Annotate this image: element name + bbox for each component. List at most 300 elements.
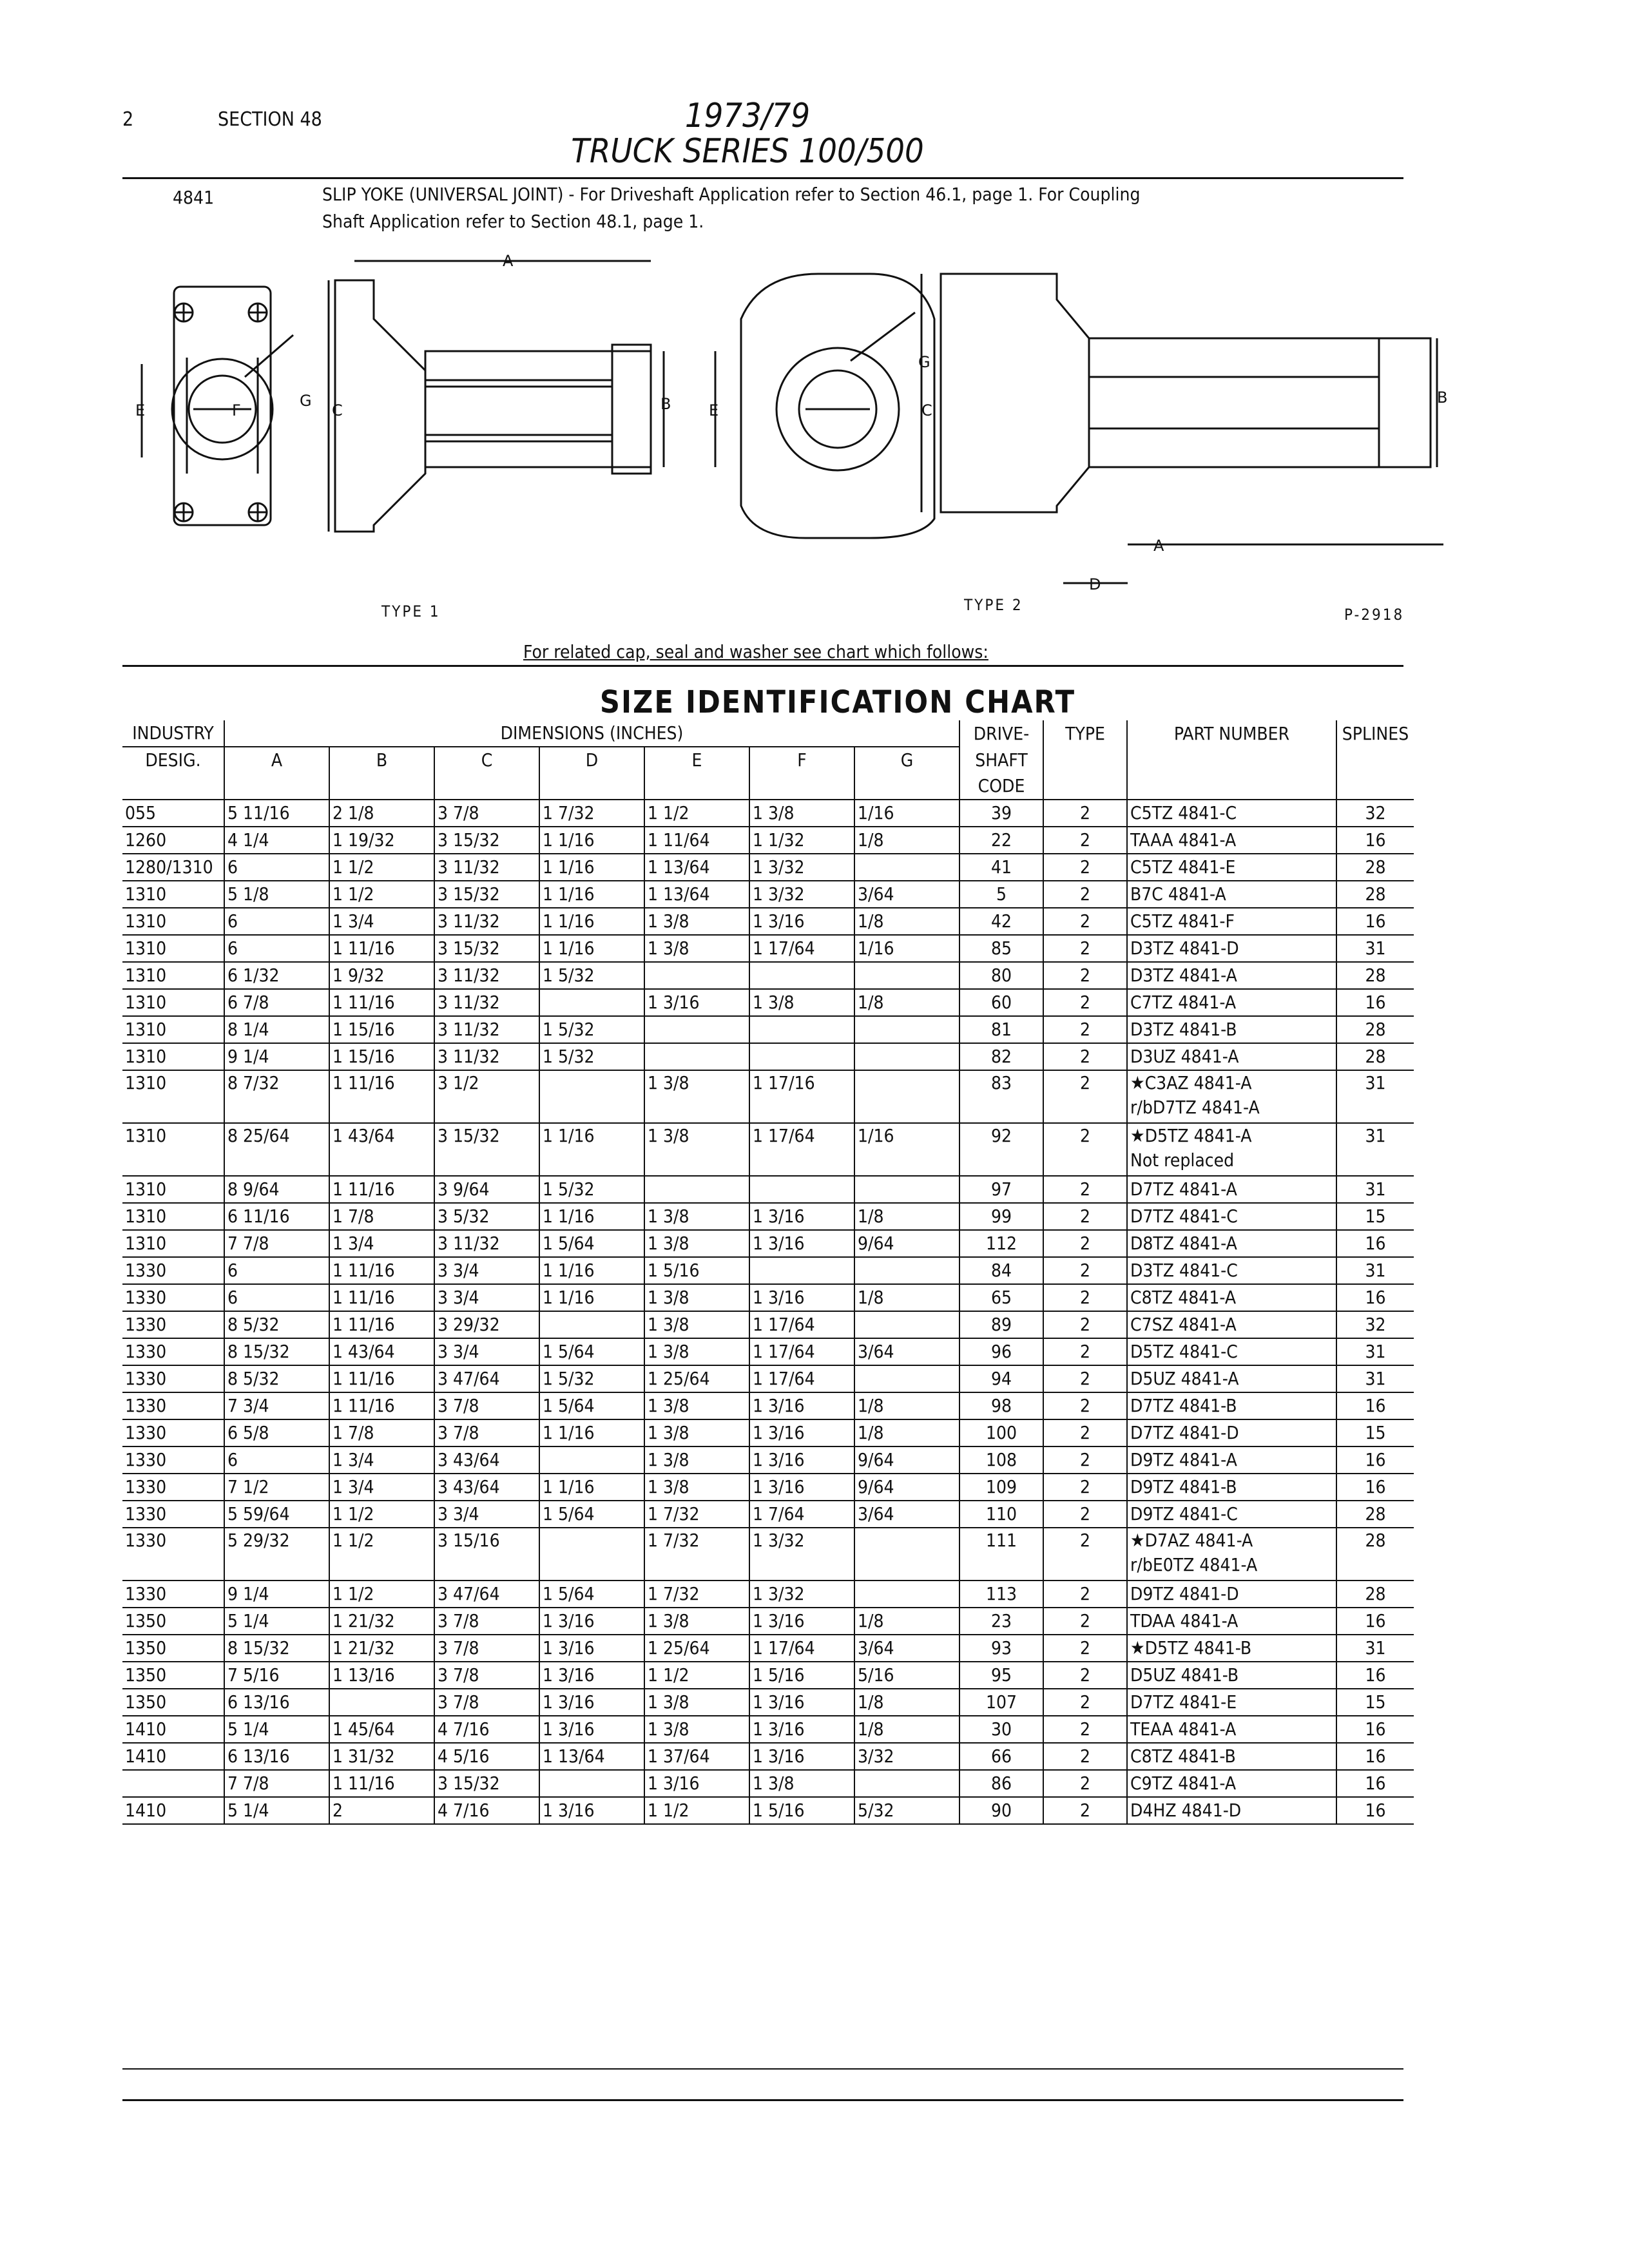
header-part-number: PART NUMBER (1127, 720, 1336, 747)
cell-c: 3 7/8 (434, 1662, 539, 1689)
cell-c: 3 3/4 (434, 1284, 539, 1311)
cell-desig: 1310 (122, 962, 224, 989)
cell-g (854, 1365, 959, 1392)
cell-d: 1 1/16 (539, 908, 644, 935)
cell-g: 1/16 (854, 800, 959, 827)
table-row (122, 827, 1414, 854)
cell-code: 95 (959, 1662, 1043, 1689)
cell-desig: 1310 (122, 908, 224, 935)
cell-type: 2 (1043, 1419, 1127, 1446)
header-a-blank (224, 773, 329, 800)
cell-g (854, 1581, 959, 1608)
cell-f: 1 3/8 (749, 800, 854, 827)
cell-desig: 1330 (122, 1528, 224, 1581)
cell-part (1127, 1501, 1336, 1528)
cell-code: 23 (959, 1608, 1043, 1635)
cell-desig: 1350 (122, 1662, 224, 1689)
table-row (122, 1284, 1414, 1311)
header-driveshaft-1: DRIVE- (959, 720, 1043, 747)
cell-g (854, 1257, 959, 1284)
cell-e: 1 3/8 (644, 1392, 749, 1419)
cell-part (1127, 1716, 1336, 1743)
cell-e: 1 7/32 (644, 1528, 749, 1581)
cell-a: 5 1/4 (224, 1716, 329, 1743)
cell-c: 3 7/8 (434, 1608, 539, 1635)
cell-desig: 1330 (122, 1474, 224, 1501)
cell-a: 7 7/8 (224, 1770, 329, 1797)
cell-d (539, 989, 644, 1016)
cell-splines: 16 (1336, 1474, 1414, 1501)
cell-desig: 1330 (122, 1392, 224, 1419)
cell-code: 109 (959, 1474, 1043, 1501)
header-d-blank (539, 773, 644, 800)
cell-g: 1/8 (854, 1608, 959, 1635)
cell-code: 98 (959, 1392, 1043, 1419)
cell-desig: 1330 (122, 1446, 224, 1474)
cell-b: 1 11/16 (329, 989, 434, 1016)
part-number-text: C8TZ 4841-B (1130, 1745, 1236, 1767)
cell-f (749, 1257, 854, 1284)
cell-part (1127, 800, 1336, 827)
part-number-text: D3TZ 4841-C (1130, 1260, 1238, 1281)
table-row (122, 1203, 1414, 1230)
cell-e: 1 3/8 (644, 1284, 749, 1311)
cell-g: 5/16 (854, 1662, 959, 1689)
cell-d: 1 1/16 (539, 1419, 644, 1446)
cell-type: 2 (1043, 1311, 1127, 1338)
cell-desig (122, 1770, 224, 1797)
cell-c: 3 11/32 (434, 989, 539, 1016)
cell-splines: 16 (1336, 1608, 1414, 1635)
cell-f: 1 3/16 (749, 1203, 854, 1230)
cell-d: 1 1/16 (539, 1123, 644, 1176)
cell-d (539, 1770, 644, 1797)
cell-desig: 1350 (122, 1635, 224, 1662)
cell-a: 6 (224, 935, 329, 962)
cell-e (644, 962, 749, 989)
cell-part (1127, 1043, 1336, 1070)
cell-type: 2 (1043, 908, 1127, 935)
footer-rule-2 (122, 2099, 1403, 2101)
cell-a: 6 (224, 854, 329, 881)
cell-b: 1 11/16 (329, 1070, 434, 1123)
cell-b: 1 7/8 (329, 1203, 434, 1230)
cell-a: 7 7/8 (224, 1230, 329, 1257)
cell-desig: 1310 (122, 1016, 224, 1043)
cell-d: 1 1/16 (539, 854, 644, 881)
part-number-text: ★C3AZ 4841-A (1130, 1072, 1252, 1093)
cell-a: 5 1/4 (224, 1797, 329, 1824)
cell-type: 2 (1043, 827, 1127, 854)
cell-code: 96 (959, 1338, 1043, 1365)
table-row (122, 1070, 1414, 1123)
cell-a: 8 1/4 (224, 1016, 329, 1043)
note-rule (122, 665, 1403, 667)
cell-d: 1 3/16 (539, 1662, 644, 1689)
cell-c: 3 3/4 (434, 1338, 539, 1365)
cell-desig: 1330 (122, 1257, 224, 1284)
type1-end-view (142, 287, 293, 525)
cell-code: 86 (959, 1770, 1043, 1797)
cell-d: 1 1/16 (539, 1203, 644, 1230)
table-row (122, 1365, 1414, 1392)
cell-c: 3 47/64 (434, 1365, 539, 1392)
cell-b: 1 1/2 (329, 1581, 434, 1608)
cell-desig: 055 (122, 800, 224, 827)
cell-c: 4 5/16 (434, 1743, 539, 1770)
header-splines-blank (1336, 747, 1414, 773)
cell-part (1127, 1743, 1336, 1770)
cell-splines: 31 (1336, 1365, 1414, 1392)
cell-splines: 16 (1336, 908, 1414, 935)
cell-g: 1/16 (854, 935, 959, 962)
table-row (122, 1770, 1414, 1797)
cell-c: 4 7/16 (434, 1797, 539, 1824)
cell-b: 1 11/16 (329, 1392, 434, 1419)
cell-g: 1/8 (854, 1689, 959, 1716)
cell-splines: 28 (1336, 854, 1414, 881)
table-row (122, 1419, 1414, 1446)
cell-desig: 1310 (122, 1203, 224, 1230)
part-number-text: B7C 4841-A (1130, 883, 1226, 905)
cell-f: 1 3/16 (749, 1446, 854, 1474)
header-splines: SPLINES (1342, 722, 1409, 744)
cell-e: 1 1/2 (644, 800, 749, 827)
cell-g: 9/64 (854, 1446, 959, 1474)
cell-a: 6 7/8 (224, 989, 329, 1016)
cell-c: 3 11/32 (434, 962, 539, 989)
header-splines-blank2 (1336, 773, 1414, 800)
header-driveshaft-2: SHAFT (959, 747, 1043, 773)
cell-f (749, 1016, 854, 1043)
cell-c: 3 29/32 (434, 1311, 539, 1338)
table-row (122, 1123, 1414, 1176)
cell-c: 3 7/8 (434, 1635, 539, 1662)
part-number-text: ★D5TZ 4841-A (1130, 1125, 1252, 1146)
cell-splines: 16 (1336, 1743, 1414, 1770)
cell-b: 2 (329, 1797, 434, 1824)
cell-splines: 16 (1336, 1392, 1414, 1419)
table-row (122, 962, 1414, 989)
cell-d: 1 1/16 (539, 1257, 644, 1284)
cell-part (1127, 1392, 1336, 1419)
cell-b: 1 11/16 (329, 935, 434, 962)
part-number-text: D5TZ 4841-C (1130, 1341, 1238, 1362)
cell-code: 82 (959, 1043, 1043, 1070)
type2-end-view (715, 274, 934, 538)
cell-splines: 31 (1336, 1176, 1414, 1203)
cell-e: 1 37/64 (644, 1743, 749, 1770)
part-number-text: C9TZ 4841-A (1130, 1773, 1237, 1794)
part-number-text: C8TZ 4841-A (1130, 1287, 1237, 1308)
cell-code: 60 (959, 989, 1043, 1016)
cell-e: 1 13/64 (644, 854, 749, 881)
cell-splines: 16 (1336, 1770, 1414, 1797)
cell-f: 1 1/32 (749, 827, 854, 854)
part-number-text: D4HZ 4841-D (1130, 1800, 1242, 1821)
cell-d: 1 1/16 (539, 1474, 644, 1501)
dim-label-G1: G (300, 392, 312, 410)
cell-g: 1/8 (854, 989, 959, 1016)
part-number-text: D3TZ 4841-A (1130, 965, 1237, 986)
header-type-blank (1043, 747, 1127, 773)
cell-splines: 16 (1336, 989, 1414, 1016)
cell-a: 8 15/32 (224, 1635, 329, 1662)
type1-caption: TYPE 1 (381, 602, 441, 620)
table-row (122, 1016, 1414, 1043)
cell-b: 1 11/16 (329, 1257, 434, 1284)
cell-e: 1 3/8 (644, 935, 749, 962)
cell-desig: 1330 (122, 1419, 224, 1446)
part-number-text: D3TZ 4841-D (1130, 937, 1239, 959)
table-row (122, 935, 1414, 962)
table-row (122, 1716, 1414, 1743)
cell-b: 1 1/2 (329, 1501, 434, 1528)
cell-part (1127, 1123, 1336, 1176)
cell-part (1127, 1365, 1336, 1392)
cell-b: 1 15/16 (329, 1016, 434, 1043)
cell-g: 1/8 (854, 1419, 959, 1446)
cell-code: 90 (959, 1797, 1043, 1824)
cell-a: 5 59/64 (224, 1501, 329, 1528)
type2-caption: TYPE 2 (964, 596, 1023, 614)
cell-b: 2 1/8 (329, 800, 434, 827)
cell-a: 5 1/8 (224, 881, 329, 908)
cell-e: 1 3/8 (644, 1123, 749, 1176)
cell-code: 66 (959, 1743, 1043, 1770)
cell-desig: 1410 (122, 1716, 224, 1743)
table-row (122, 1662, 1414, 1689)
cell-e: 1 3/8 (644, 1338, 749, 1365)
cell-type: 2 (1043, 1770, 1127, 1797)
cell-part (1127, 1528, 1336, 1581)
cell-code: 97 (959, 1176, 1043, 1203)
cell-type: 2 (1043, 1284, 1127, 1311)
cell-f: 1 3/32 (749, 881, 854, 908)
cell-splines: 28 (1336, 881, 1414, 908)
part-number-text: D3UZ 4841-A (1130, 1046, 1239, 1067)
part-number-text: TAAA 4841-A (1130, 829, 1237, 850)
cell-e: 1 11/64 (644, 827, 749, 854)
cell-desig: 1330 (122, 1581, 224, 1608)
cell-code: 5 (959, 881, 1043, 908)
cell-type: 2 (1043, 935, 1127, 962)
table-row (122, 1176, 1414, 1203)
cell-desig: 1410 (122, 1743, 224, 1770)
cell-a: 7 1/2 (224, 1474, 329, 1501)
cell-type: 2 (1043, 1528, 1127, 1581)
cell-part (1127, 1689, 1336, 1716)
dim-label-B1: B (660, 395, 671, 413)
cell-code: 89 (959, 1311, 1043, 1338)
part-description-line1: SLIP YOKE (UNIVERSAL JOINT) - For Driveshaft Application refer to Section 46.1, page 1. For Coupling (322, 184, 1141, 205)
cell-g: 9/64 (854, 1230, 959, 1257)
cell-c: 3 5/32 (434, 1203, 539, 1230)
header-c-blank (434, 773, 539, 800)
cell-splines: 28 (1336, 1581, 1414, 1608)
part-number-text: TEAA 4841-A (1130, 1718, 1237, 1740)
cell-type: 2 (1043, 1123, 1127, 1176)
cell-splines: 31 (1336, 1635, 1414, 1662)
cell-part (1127, 1016, 1336, 1043)
part-number-text: D9TZ 4841-A (1130, 1449, 1237, 1470)
cell-c: 4 7/16 (434, 1716, 539, 1743)
part-number-text: D7TZ 4841-E (1130, 1691, 1237, 1713)
cell-code: 94 (959, 1365, 1043, 1392)
cell-a: 8 9/64 (224, 1176, 329, 1203)
table-row (122, 1797, 1414, 1824)
table-row (122, 1311, 1414, 1338)
cell-g: 9/64 (854, 1474, 959, 1501)
dim-label-D2: D (1089, 575, 1101, 593)
cell-a: 5 1/4 (224, 1608, 329, 1635)
dim-label-C1: C (332, 401, 343, 419)
cell-d: 1 5/32 (539, 1176, 644, 1203)
cell-b: 1 31/32 (329, 1743, 434, 1770)
cell-f: 1 3/32 (749, 1528, 854, 1581)
cell-desig: 1410 (122, 1797, 224, 1824)
cell-type: 2 (1043, 989, 1127, 1016)
cell-e (644, 1016, 749, 1043)
cell-a: 8 15/32 (224, 1338, 329, 1365)
cell-c: 3 3/4 (434, 1257, 539, 1284)
part-number-text: TDAA 4841-A (1130, 1610, 1239, 1631)
dim-label-B2: B (1437, 389, 1448, 407)
part-description-line2: Shaft Application refer to Section 48.1, page 1. (322, 211, 704, 232)
cell-part (1127, 1257, 1336, 1284)
cell-c: 3 7/8 (434, 800, 539, 827)
cell-e (644, 1176, 749, 1203)
part-number-text: C5TZ 4841-C (1130, 802, 1237, 823)
cell-g: 3/64 (854, 1501, 959, 1528)
cell-b: 1 1/2 (329, 1528, 434, 1581)
dim-label-E1: E (135, 401, 146, 419)
cell-e: 1 5/16 (644, 1257, 749, 1284)
cell-code: 81 (959, 1016, 1043, 1043)
cell-d: 1 5/64 (539, 1338, 644, 1365)
cell-f: 1 3/16 (749, 1608, 854, 1635)
cell-f: 1 3/8 (749, 1770, 854, 1797)
cell-code: 39 (959, 800, 1043, 827)
cell-desig: 1310 (122, 1070, 224, 1123)
cell-part (1127, 1581, 1336, 1608)
cell-g (854, 854, 959, 881)
cell-part (1127, 1474, 1336, 1501)
cell-desig: 1310 (122, 1123, 224, 1176)
cell-part (1127, 1662, 1336, 1689)
part-number-text: C7SZ 4841-A (1130, 1314, 1237, 1335)
table-row (122, 1608, 1414, 1635)
cell-splines: 32 (1336, 1311, 1414, 1338)
cell-f: 1 3/16 (749, 1743, 854, 1770)
cell-f: 1 17/64 (749, 1365, 854, 1392)
dim-label-G2: G (918, 353, 930, 371)
table-row (122, 1230, 1414, 1257)
table-row (122, 1392, 1414, 1419)
cell-g: 1/8 (854, 1284, 959, 1311)
cell-g (854, 1016, 959, 1043)
cell-desig: 1330 (122, 1365, 224, 1392)
cell-a: 8 5/32 (224, 1365, 329, 1392)
cell-c: 3 11/32 (434, 1043, 539, 1070)
cell-desig: 1330 (122, 1501, 224, 1528)
cell-type: 2 (1043, 881, 1127, 908)
cell-b: 1 21/32 (329, 1608, 434, 1635)
cell-g (854, 1311, 959, 1338)
cell-f: 1 7/64 (749, 1501, 854, 1528)
cell-b: 1 19/32 (329, 827, 434, 854)
header-rule (122, 177, 1403, 179)
cell-c: 3 7/8 (434, 1419, 539, 1446)
cell-d: 1 3/16 (539, 1716, 644, 1743)
table-row (122, 1474, 1414, 1501)
cell-b: 1 15/16 (329, 1043, 434, 1070)
cell-c: 3 11/32 (434, 854, 539, 881)
cell-type: 2 (1043, 1176, 1127, 1203)
cell-d: 1 3/16 (539, 1797, 644, 1824)
cell-splines: 28 (1336, 1528, 1414, 1581)
table-row (122, 1689, 1414, 1716)
table-row (122, 1446, 1414, 1474)
cell-a: 9 1/4 (224, 1581, 329, 1608)
cell-c: 3 15/32 (434, 1123, 539, 1176)
cell-part (1127, 1446, 1336, 1474)
cell-splines: 16 (1336, 1284, 1414, 1311)
cell-g: 1/8 (854, 1392, 959, 1419)
cell-splines: 16 (1336, 1230, 1414, 1257)
part-number-text: C7TZ 4841-A (1130, 992, 1237, 1013)
header-g-blank (854, 773, 959, 800)
part-number-text: D7TZ 4841-B (1130, 1395, 1237, 1416)
cell-desig: 1310 (122, 935, 224, 962)
cell-code: 42 (959, 908, 1043, 935)
cell-a: 4 1/4 (224, 827, 329, 854)
cell-e: 1 3/8 (644, 1419, 749, 1446)
table-row (122, 800, 1414, 827)
cell-part (1127, 1608, 1336, 1635)
header-e-blank (644, 773, 749, 800)
chart-title: SIZE IDENTIFICATION CHART (599, 684, 1076, 720)
cell-a: 7 5/16 (224, 1662, 329, 1689)
cell-c: 3 11/32 (434, 1230, 539, 1257)
cell-type: 2 (1043, 1716, 1127, 1743)
cell-code: 80 (959, 962, 1043, 989)
cell-type: 2 (1043, 1501, 1127, 1528)
cell-splines: 16 (1336, 827, 1414, 854)
cell-desig: 1310 (122, 881, 224, 908)
header-col-f: F (749, 747, 854, 773)
page-number: 2 (122, 108, 134, 131)
cell-e: 1 7/32 (644, 1501, 749, 1528)
table-row (122, 1257, 1414, 1284)
part-number-text: ★D7AZ 4841-A (1130, 1530, 1253, 1551)
cell-b: 1 11/16 (329, 1770, 434, 1797)
cell-f: 1 17/16 (749, 1070, 854, 1123)
cell-type: 2 (1043, 800, 1127, 827)
cell-e: 1 3/8 (644, 1608, 749, 1635)
cell-part (1127, 1419, 1336, 1446)
cell-code: 83 (959, 1070, 1043, 1123)
cell-desig: 1330 (122, 1338, 224, 1365)
cell-type: 2 (1043, 1743, 1127, 1770)
table-row (122, 854, 1414, 881)
cell-e: 1 3/8 (644, 1716, 749, 1743)
cell-f: 1 3/16 (749, 1474, 854, 1501)
cell-b: 1 9/32 (329, 962, 434, 989)
cell-part (1127, 1338, 1336, 1365)
cell-f: 1 17/64 (749, 935, 854, 962)
cell-c: 3 7/8 (434, 1689, 539, 1716)
